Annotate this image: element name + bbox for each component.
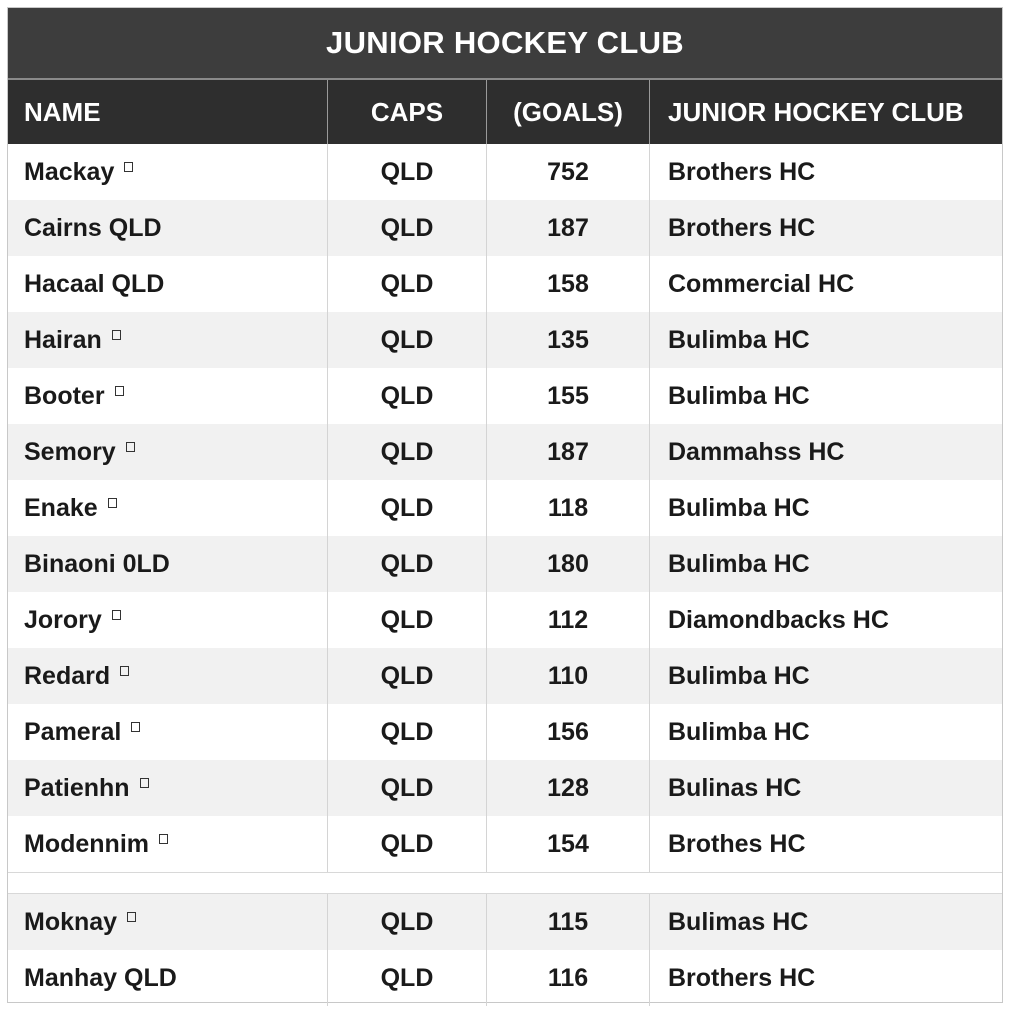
- placeholder-glyph-icon: [115, 386, 124, 396]
- cell-club: Dammahss HC: [668, 437, 845, 466]
- cell-club: Bulimba HC: [668, 493, 810, 522]
- cell-name: [8, 760, 328, 816]
- cell-caps: QLD: [328, 648, 487, 704]
- placeholder-glyph-icon: [112, 330, 121, 340]
- player-name: Pameral: [24, 717, 122, 746]
- cell-caps: QLD: [328, 950, 487, 1006]
- cell-goals: 187: [487, 424, 650, 480]
- player-name: Booter: [24, 381, 105, 410]
- cell-goals: 156: [487, 704, 650, 760]
- table-title: JUNIOR HOCKEY CLUB: [8, 8, 1002, 78]
- header-row: [8, 78, 1002, 144]
- player-name: Redard: [24, 661, 111, 690]
- cell-goals: 135: [487, 312, 650, 368]
- cell-goals: 158: [487, 256, 650, 312]
- cell-name: [8, 816, 328, 872]
- player-name: Semory: [24, 437, 116, 466]
- cell-name: [8, 312, 328, 368]
- cell-club: Diamondbacks HC: [668, 605, 889, 634]
- cell-name: [8, 536, 328, 592]
- cell-caps: QLD: [328, 760, 487, 816]
- cell-club: Bulimas HC: [668, 907, 809, 936]
- cell-club: Commercial HC: [668, 269, 855, 298]
- cell-goals: 154: [487, 816, 650, 872]
- cell-name: [8, 894, 328, 950]
- placeholder-glyph-icon: [124, 162, 133, 172]
- cell-club: Brothers HC: [668, 963, 816, 992]
- hockey-table: [7, 7, 1003, 1003]
- player-name: Cairns QLD: [24, 213, 162, 242]
- cell-caps: QLD: [328, 256, 487, 312]
- cell-club: Bulimba HC: [668, 381, 810, 410]
- table-row: [8, 592, 1002, 648]
- cell-caps: QLD: [328, 704, 487, 760]
- cell-goals: 155: [487, 368, 650, 424]
- placeholder-glyph-icon: [120, 666, 129, 676]
- row-separator: [8, 873, 1002, 894]
- placeholder-glyph-icon: [112, 610, 121, 620]
- cell-name: [8, 480, 328, 536]
- table-row: [8, 200, 1002, 256]
- cell-club: Bulimba HC: [668, 549, 810, 578]
- column-header-goals: (GOALS): [487, 80, 650, 144]
- cell-goals: 180: [487, 536, 650, 592]
- cell-caps: QLD: [328, 592, 487, 648]
- placeholder-glyph-icon: [159, 834, 168, 844]
- player-name: Binaoni 0LD: [24, 549, 170, 578]
- cell-goals: 115: [487, 894, 650, 950]
- cell-caps: QLD: [328, 480, 487, 536]
- cell-name: [8, 200, 328, 256]
- player-name: Hairan: [24, 325, 102, 354]
- placeholder-glyph-icon: [126, 442, 135, 452]
- table-row: [8, 256, 1002, 312]
- player-name: Moknay: [24, 907, 118, 936]
- table-row: [8, 760, 1002, 816]
- column-header-name: NAME: [8, 80, 328, 144]
- player-name: Mackay: [24, 157, 115, 186]
- cell-name: [8, 592, 328, 648]
- cell-club: Brothes HC: [668, 829, 806, 858]
- table-row: [8, 312, 1002, 368]
- cell-caps: QLD: [328, 200, 487, 256]
- cell-name: [8, 256, 328, 312]
- cell-name: [8, 144, 328, 200]
- column-header-caps: CAPS: [328, 80, 487, 144]
- table-row: [8, 648, 1002, 704]
- cell-club: Bulimba HC: [668, 717, 810, 746]
- placeholder-glyph-icon: [108, 498, 117, 508]
- cell-caps: QLD: [328, 144, 487, 200]
- table-body: [8, 144, 1002, 1006]
- cell-goals: 112: [487, 592, 650, 648]
- cell-goals: 116: [487, 950, 650, 1006]
- placeholder-glyph-icon: [131, 722, 140, 732]
- cell-caps: QLD: [328, 368, 487, 424]
- table-row: [8, 480, 1002, 536]
- cell-goals: 110: [487, 648, 650, 704]
- cell-name: [8, 950, 328, 1006]
- player-name: Hacaal QLD: [24, 269, 165, 298]
- cell-goals: 187: [487, 200, 650, 256]
- cell-caps: QLD: [328, 424, 487, 480]
- cell-club: Brothers HC: [668, 157, 816, 186]
- cell-name: [8, 424, 328, 480]
- cell-name: [8, 704, 328, 760]
- cell-name: [8, 368, 328, 424]
- cell-club: Bulimba HC: [668, 661, 810, 690]
- player-name: Modennim: [24, 829, 149, 858]
- cell-caps: QLD: [328, 312, 487, 368]
- placeholder-glyph-icon: [140, 778, 149, 788]
- cell-goals: 128: [487, 760, 650, 816]
- table-row: [8, 894, 1002, 950]
- cell-caps: QLD: [328, 816, 487, 872]
- table-row: [8, 144, 1002, 200]
- cell-goals: 118: [487, 480, 650, 536]
- table-row: [8, 950, 1002, 1006]
- player-name: Enake: [24, 493, 98, 522]
- player-name: Manhay QLD: [24, 963, 177, 992]
- cell-club: Brothers HC: [668, 213, 816, 242]
- cell-goals: 752: [487, 144, 650, 200]
- column-header-club: JUNIOR HOCKEY CLUB: [668, 96, 964, 127]
- placeholder-glyph-icon: [127, 912, 136, 922]
- table-row: [8, 368, 1002, 424]
- cell-caps: QLD: [328, 536, 487, 592]
- cell-club: Bulinas HC: [668, 773, 802, 802]
- table-row: [8, 704, 1002, 760]
- cell-caps: QLD: [328, 894, 487, 950]
- player-name: Jorory: [24, 605, 102, 634]
- table-row: [8, 816, 1002, 873]
- player-name: Patienhn: [24, 773, 130, 802]
- cell-name: [8, 648, 328, 704]
- table-row: [8, 424, 1002, 480]
- cell-club: Bulimba HC: [668, 325, 810, 354]
- table-row: [8, 536, 1002, 592]
